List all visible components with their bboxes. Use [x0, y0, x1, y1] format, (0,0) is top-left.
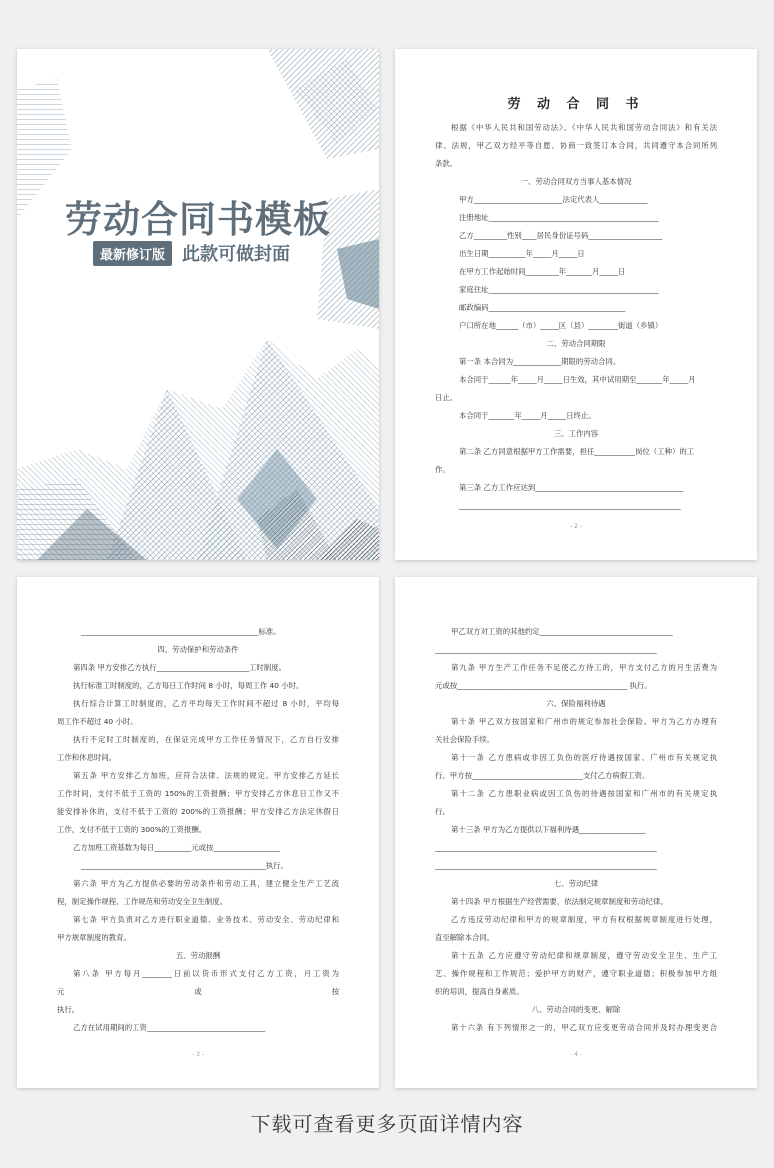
contract-line: 一、劳动合同双方当事人基本情况: [520, 177, 632, 186]
contract-line: 甲方规章制度的教育。: [57, 933, 131, 942]
contract-page-2: [395, 49, 757, 560]
contract-line: 七、劳动纪律: [553, 879, 599, 888]
contract-line: 元或按______________________________________________ 执行。: [435, 681, 652, 690]
contract-line: 本合同于______年_____月_____日生效，其中试用期至_______年_____月: [459, 375, 696, 384]
contract-line: 乙方_________性别____居民身份证号码____________________: [459, 231, 663, 240]
contract-line: 八、劳动合同的变更、解除: [531, 1005, 621, 1014]
contract-line: 出生日期__________年_____月_____日: [459, 249, 585, 258]
contract-line: 元 或 按: [57, 987, 339, 996]
contract-line: 能安排补休的，支付不低于工资的 200%的工资报酬；甲方安排乙方法定休假日: [57, 807, 339, 816]
page-2-body: [435, 119, 717, 515]
contract-line: 关社会保险手续。: [435, 735, 495, 744]
contract-line: 二、劳动合同期限: [546, 339, 606, 348]
contract-line: 注册地址______________________________________________: [459, 213, 659, 222]
contract-line: 直至解除本合同。: [435, 933, 495, 942]
contract-line: 执行不定时工时制度的，在保证完成甲方工作任务情况下，乙方自行安排: [73, 735, 339, 744]
contract-line: ____________________________________________________________: [459, 501, 681, 510]
contract-line: ____________________________________________________________: [435, 843, 657, 852]
contract-line: 第十五条 乙方应遵守劳动纪律和规章制度，遵守劳动安全卫生、生产工: [451, 951, 717, 960]
cover-slogan: 此款可做封面: [182, 244, 291, 265]
contract-line: 第二条 乙方同意根据甲方工作需要，担任___________岗位（工种）的工: [459, 447, 695, 456]
contract-line: 第十六条 有下列情形之一的，甲乙双方应变更劳动合同并及时办理变更合: [451, 1023, 717, 1032]
contract-page-3: [17, 577, 379, 1088]
contract-line: 作。: [435, 465, 450, 474]
contract-line: 乙方在试用期间的工资________________________________: [73, 1023, 266, 1032]
contract-line: 六、保险福利待遇: [546, 699, 606, 708]
contract-line: 执行标准工时制度的，乙方每日工作时间 8 小时，每周工作 40 小时。: [73, 681, 304, 690]
contract-line: 织的培训，提高自身素质。: [435, 987, 524, 996]
cover-subtitle-row: [93, 240, 290, 266]
contract-line: 五、劳动报酬: [175, 951, 221, 960]
contract-title: 劳 动 合 同 书: [507, 97, 645, 112]
contract-line: 行。甲方按______________________________支付乙方病假工资。: [435, 771, 650, 780]
contract-line: 第七条 甲方负责对乙方进行职业道德、业务技术、劳动安全、劳动纪律和: [73, 915, 339, 924]
contract-line: 工作和休息时间。: [57, 753, 117, 762]
page-number: - 3 -: [192, 1051, 204, 1058]
contract-line: 第十一条 乙方患病或非因工负伤的医疗待遇按国家、广州市有关规定执: [451, 753, 717, 762]
contract-line: 第八条 甲方每月________日前以货币形式支付乙方工资，月工资为: [73, 969, 339, 978]
contract-line: ____________________________________________________________: [435, 861, 657, 870]
contract-line: 本合同于_______年_____月_____日终止。: [459, 411, 596, 420]
contract-line: 乙方加班工资基数为每日__________元或按__________________: [73, 843, 280, 852]
contract-page-4: [395, 577, 757, 1088]
contract-line: 执行。: [57, 1005, 80, 1014]
contract-line: 执行综合计算工时制度的，乙方平均每天工作时间不超过 8 小时，平均每: [73, 699, 339, 708]
contract-line: ____________________________________________________________: [435, 645, 657, 654]
contract-line: 家庭住址______________________________________________: [459, 285, 659, 294]
page-3-body: [57, 623, 339, 1037]
contract-line: 行。: [435, 807, 450, 816]
contract-line: 条款。: [435, 159, 458, 168]
cover-page: [17, 49, 379, 560]
contract-line: 四、劳动保护和劳动条件: [157, 645, 239, 654]
page-number: - 2 -: [570, 523, 582, 530]
contract-line: 日止。: [435, 393, 458, 402]
version-badge: 最新修订版: [93, 241, 172, 266]
cover-title: 劳动合同书模板: [65, 198, 331, 241]
contract-line: 第一条 本合同为_____________期限的劳动合同。: [459, 357, 621, 366]
contract-line: __________________________________________________执行。: [81, 861, 288, 870]
cover-geometric-art: [17, 49, 379, 560]
contract-line: 在甲方工作起始时间_________年_______月_____日: [459, 267, 626, 276]
contract-line: 第三条 乙方工作应达到________________________________________: [459, 483, 684, 492]
contract-line: 律、法规，甲乙双方经平等自愿、协商一致签订本合同，共同遵守本合同所列: [435, 141, 717, 150]
page-4-body: [435, 623, 717, 1037]
contract-line: 户口所在地______（市）_____区（县）________街道（乡镇）: [459, 321, 663, 330]
contract-line: 乙方违反劳动纪律和甲方的规章制度，甲方有权根据规章制度进行处理，: [451, 915, 717, 924]
contract-line: 第十三条 甲方为乙方提供以下福利待遇__________________: [451, 825, 646, 834]
contract-line: 第四条 甲方安排乙方执行_________________________工时制度。: [73, 663, 286, 672]
contract-line: 第十二条 乙方患职业病或因工负伤的待遇按国家和广州市的有关规定执: [451, 789, 717, 798]
contract-line: ________________________________________________标准。: [81, 627, 281, 636]
contract-line: 第五条 甲方安排乙方加班，应符合法律、法规的规定。甲方安排乙方延长: [73, 771, 339, 780]
contract-line: 程，制定操作规程、工作规范和劳动安全卫生制度。: [57, 897, 227, 906]
contract-line: 第九条 甲方生产工作任务不足使乙方待工的，甲方支付乙方的月生活费为: [451, 663, 717, 672]
page-number: - 4 -: [570, 1051, 582, 1058]
contract-line: 第十四条 甲方根据生产经营需要，依法制定规章制度和劳动纪律。: [451, 897, 668, 906]
download-hint: 下载可查看更多页面详情内容: [250, 1112, 524, 1136]
contract-line: 周工作不超过 40 小时。: [57, 717, 138, 726]
contract-line: 第十条 甲乙双方按国家和广州市的规定参加社会保险。甲方为乙方办理有: [451, 717, 717, 726]
contract-line: 甲乙双方对工资的其他约定____________________________________: [451, 627, 673, 636]
contract-line: 邮政编码_____________________________________: [459, 303, 626, 312]
contract-line: 根据《中华人民共和国劳动法》、《中华人民共和国劳动合同法》和有关法: [451, 123, 717, 132]
contract-line: 三、工作内容: [553, 429, 599, 438]
contract-line: 第六条 甲方为乙方提供必要的劳动条件和劳动工具，建立健全生产工艺流: [73, 879, 339, 888]
contract-line: 艺、操作规程和工作规范；爱护甲方的财产，遵守职业道德；积极参加甲方组: [435, 969, 717, 978]
contract-line: 工作，支付不低于工资的 300%的工资报酬。: [57, 825, 207, 834]
contract-line: 甲方________________________法定代表人_____________: [459, 195, 648, 204]
contract-line: 工作时间，支付不低于工资的 150%的工资报酬；甲方安排乙方休息日工作又不: [57, 789, 339, 798]
